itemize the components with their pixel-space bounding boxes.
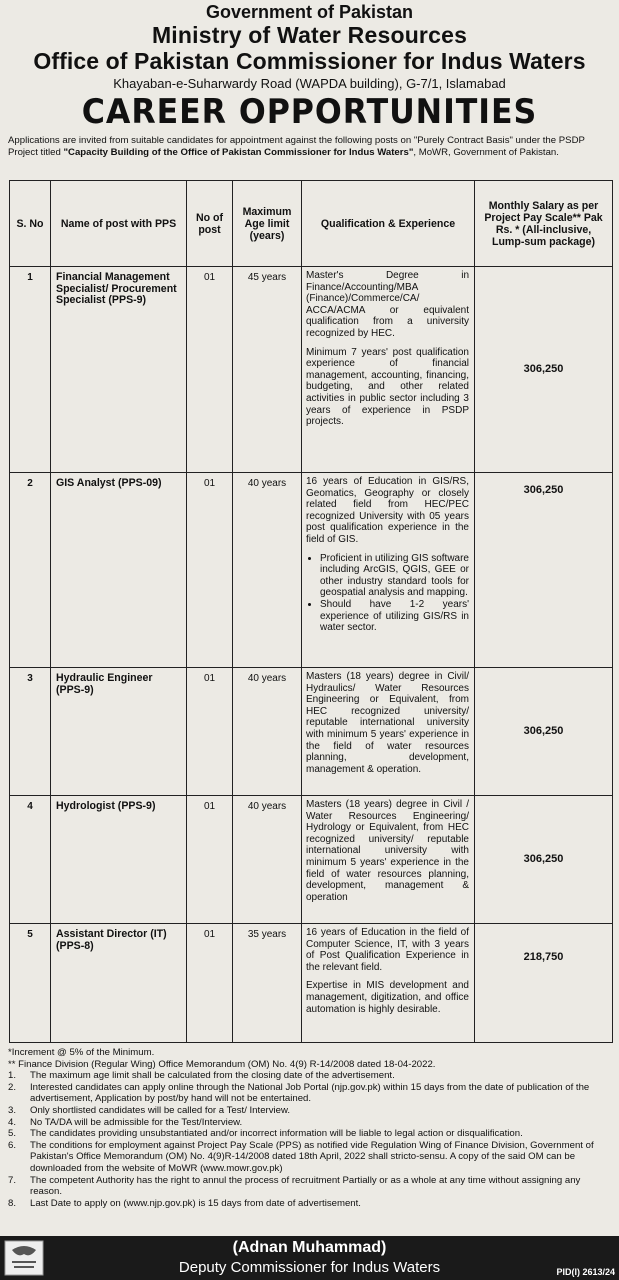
career-banner: CAREER OPPORTUNITIES [81,92,538,132]
row-age: 45 years [247,272,287,283]
table-row [10,668,613,796]
note-number: 3. [8,1104,17,1116]
list-item: • Should have 1-2 years' experience of utilizing GIS/RS in water sector. [320,599,469,634]
table-row [10,924,613,1043]
signatory-title: Deputy Commissioner for Indus Waters [178,1259,441,1276]
row-post-name: Assistant Director (IT) (PPS-8) [56,928,167,952]
qualification-text: Masters (18 years) degree in Civil / Water Resources Engineering/ Hydrology or Equivalent, from HEC recognized university/ reputable international university with minimum 5 years' experience in the field of water resources planning, development, management & operation [306,799,469,903]
signatory-name: (Adnan Muhammad) [232,1239,387,1256]
increment-note: *Increment @ 5% of the Minimum. [8,1047,155,1058]
government-title: Government of Pakistan [205,2,414,22]
row-salary: 306,250 [523,724,564,737]
list-item [8,1105,614,1117]
note-number: 2. [8,1081,17,1093]
row-no-of-post: 01 [203,478,216,489]
qualification-text: 16 years of Education in GIS/RS, Geomatics, Geography or closely related field from HEC/PEC recognized University with 05 years post qualification experience in the field of GIS. [306,476,469,545]
row-no-of-post: 01 [203,929,216,940]
note-number: 7. [8,1174,17,1186]
row-qualification [302,796,474,903]
table-row [10,267,613,473]
row-sno: 2 [27,478,33,489]
row-post-name: Hydraulic Engineer (PPS-9) [56,672,153,696]
ministry-title: Ministry of Water Resources [151,22,468,48]
row-qualification [302,267,474,428]
office-address: Khayaban-e-Suharwardy Road (WAPDA building), G-7/1, Islamabad [113,76,506,91]
list-item [8,1128,614,1140]
row-sno: 1 [27,272,33,283]
posts-table [9,180,613,1043]
row-age: 35 years [247,929,287,940]
qualification-text: Master's Degree in Finance/Accounting/MBA (Finance)/Commerce/CA/ ACCA/ACMA or equivalent qualification from a university recognized by HEC. [306,270,469,339]
conditions-list [8,1070,614,1209]
header [0,2,619,132]
row-sno: 3 [27,673,33,684]
header-age: Maximum Age limit (years) [233,181,302,267]
qualification-text: 16 years of Education in the field of Computer Science, IT, with 3 years of Post Qualification Experience in the relevant field. [306,927,469,973]
experience-text: Minimum 7 years' post qualification experience of financial management, accounting, financing, budgeting, and other related activities in public sector including 3 years of experience in PSDP projects. [306,346,469,428]
header-no-of-post: No of post [187,181,233,267]
row-sno: 4 [27,801,33,812]
list-item: • Proficient in utilizing GIS software including ArcGIS, QGIS, GEE or other industry standard tools for geospatial analysis and mapping. [320,553,469,599]
row-salary: 218,750 [523,951,564,963]
note-number: 4. [8,1116,17,1128]
row-post-name: Hydrologist (PPS-9) [56,800,156,812]
row-age: 40 years [247,673,287,684]
row-post-name: Financial Management Specialist/ Procurement Specialist (PPS-9) [56,271,177,307]
expertise-text: Expertise in MIS development and management, digitization, and office automation is highly desirable. [306,980,469,1015]
header-sno: S. No [10,181,51,267]
note-number: 5. [8,1128,17,1140]
notes-section [8,1047,614,1209]
note-text: The maximum age limit shall be calculated from the closing date of the advertisement. [30,1070,395,1082]
note-text: No TA/DA will be admissible for the Test/Interview. [30,1116,243,1128]
list-item [8,1117,614,1129]
row-no-of-post: 01 [203,272,216,283]
row-sno: 5 [27,929,33,940]
note-text: Only shortlisted candidates will be called for a Test/ Interview. [30,1104,291,1116]
row-qualification [302,473,474,634]
intro-text: Applications are invited from suitable candidates for appointment against the following posts on "Purely Contract Basis" under the PSDP Project titled [8,135,585,158]
list-item [8,1070,614,1082]
row-age: 40 years [247,478,287,489]
row-salary: 306,250 [523,484,564,496]
note-text: Interested candidates can apply online through the National Job Portal (njp.gov.pk) within 15 days from the date of publication of the advertisement, Application by post/by hand will not be entertained. [30,1081,590,1105]
signature-bar [0,1236,619,1280]
note-text: The competent Authority has the right to annul the process of recruitment Partially or as a whole at any time without assigning any reason. [30,1174,581,1198]
office-title: Office of Pakistan Commissioner for Indus Waters [33,48,586,74]
table-row [10,796,613,924]
list-item [8,1198,614,1210]
pid-logo-icon [4,1240,44,1276]
row-qualification [302,668,474,775]
row-post-name: GIS Analyst (PPS-09) [56,477,162,489]
row-no-of-post: 01 [203,673,216,684]
skills-list [306,553,469,634]
intro-paragraph [8,135,611,159]
note-number: 6. [8,1139,17,1151]
intro-text-end: , MoWR, Government of Pakistan. [413,147,559,158]
qualification-text: Masters (18 years) degree in Civil/ Hydraulics/ Water Resources Engineering or Equivalent, from HEC recognized university/ reputable international university with minimum 5 years' experience in the field of water resources planning, development, management & operation. [306,671,469,775]
list-item [8,1140,614,1175]
list-item [8,1082,614,1105]
note-text: Last Date to apply on (www.njp.gov.pk) is 15 days from date of advertisement. [30,1197,361,1209]
note-number: 1. [8,1070,17,1082]
note-text: The candidates providing unsubstantiated and/or incorrect information will be liable to legal action or disqualification. [30,1128,523,1140]
table-row [10,473,613,668]
header-name: Name of post with PPS [51,181,187,267]
pid-number: PID(I) 2613/24 [556,1267,615,1277]
list-item [8,1175,614,1198]
finance-note: ** Finance Division (Regular Wing) Office Memorandum (OM) No. 4(9) R-14/2008 dated 18-04-2022. [8,1058,436,1070]
note-text: The conditions for employment against Project Pay Scale (PPS) as notified vide Regulation Wing of Finance Division, Government of Pakistan's Office Memorandum (OM) No. 4(9)R-14/2008 dated 18th April, 2022 shall stricto-sensu. A copy of the said OM can be downloaded from the website of MoWR (www.mowr.gov.pk) [30,1139,594,1174]
row-qualification [302,924,474,1015]
row-salary: 306,250 [523,852,564,865]
header-salary: Monthly Salary as per Project Pay Scale** Pak Rs. * (All-inclusive, Lump-sum package) [475,181,613,267]
row-no-of-post: 01 [203,801,216,812]
row-salary: 306,250 [523,362,564,375]
header-qualification: Qualification & Experience [302,181,475,267]
row-age: 40 years [247,801,287,812]
table-header-row [10,181,613,267]
project-title: "Capacity Building of the Office of Pakistan Commissioner for Indus Waters" [63,147,414,158]
note-number: 8. [8,1197,17,1209]
